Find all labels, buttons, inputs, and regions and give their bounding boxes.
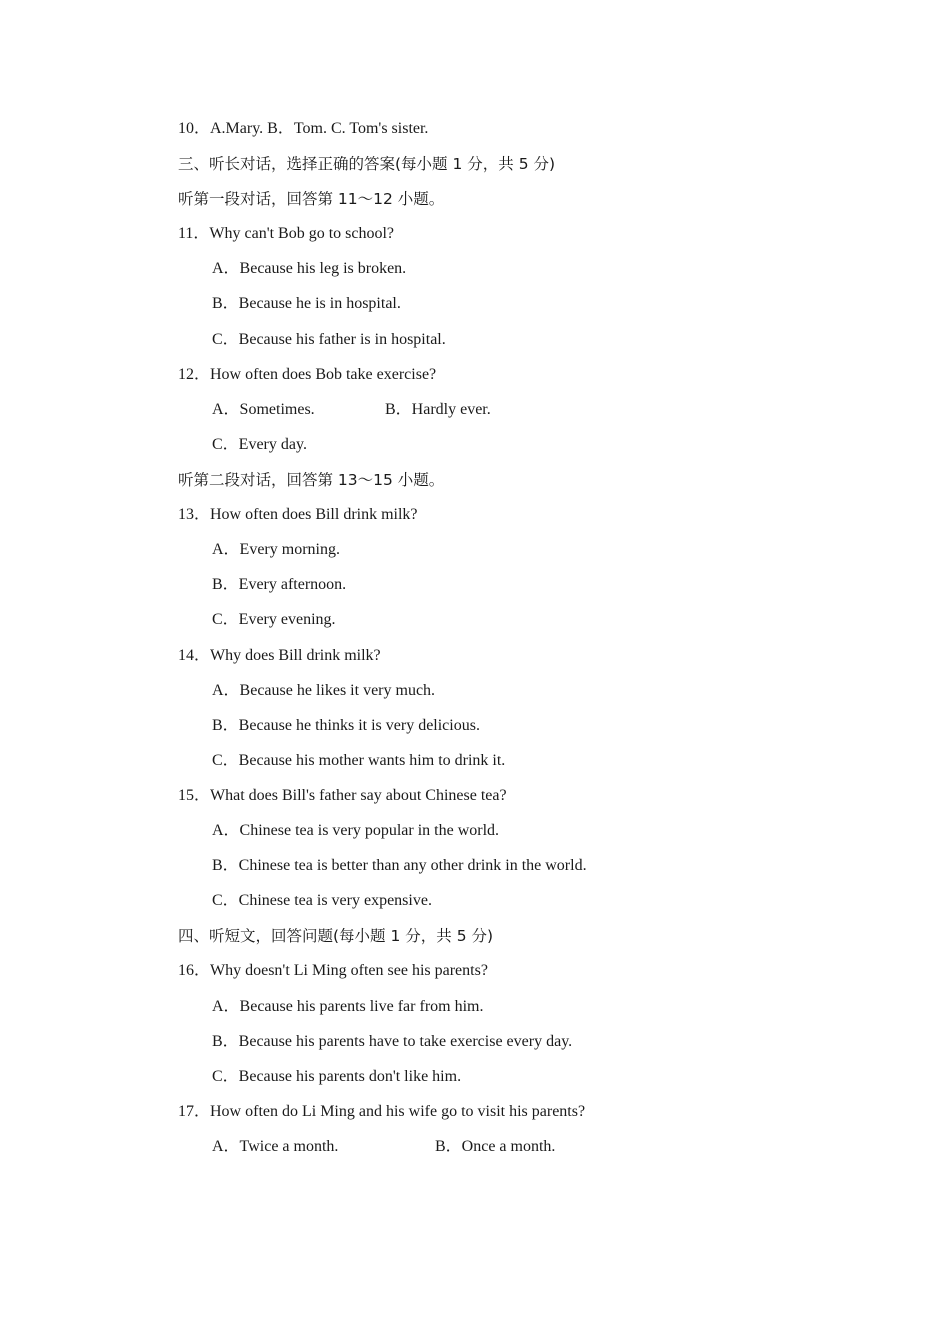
question-13-option-c: C．Every evening.: [212, 611, 336, 628]
question-16-option-c: C．Because his parents don't like him.: [212, 1068, 462, 1085]
question-14-option-b: B．Because he thinks it is very delicious.: [212, 717, 480, 734]
question-16-stem: 16．Why doesn't Li Ming often see his parents?: [178, 962, 488, 979]
section-3-heading: 三、听长对话，选择正确的答案(每小题 1 分，共 5 分): [178, 155, 556, 173]
section-4-heading: 四、听短文，回答问题(每小题 1 分，共 5 分): [178, 927, 494, 945]
question-12-stem: 12．How often does Bob take exercise?: [178, 366, 437, 383]
question-10: 10．A.Mary. B．Tom. C. Tom's sister.: [178, 120, 429, 137]
question-17-stem: 17．How often do Li Ming and his wife go to visit his parents?: [178, 1103, 586, 1120]
dialogue-1-instruction: 听第一段对话，回答第 11～12 小题。: [178, 190, 445, 208]
dialogue-2-instruction: 听第二段对话，回答第 13～15 小题。: [178, 471, 445, 489]
question-11-option-b: B．Because he is in hospital.: [212, 295, 401, 312]
question-13-option-b: B．Every afternoon.: [212, 576, 347, 593]
question-13-option-a: A．Every morning.: [212, 541, 340, 558]
question-17-option-b: B．Once a month.: [435, 1138, 556, 1155]
question-15-stem: 15．What does Bill's father say about Chinese tea?: [178, 787, 507, 804]
question-11-option-c: C．Because his father is in hospital.: [212, 331, 446, 348]
question-12-option-a: A．Sometimes.: [212, 401, 315, 418]
question-15-option-c: C．Chinese tea is very expensive.: [212, 892, 432, 909]
question-15-option-a: A．Chinese tea is very popular in the world.: [212, 822, 500, 839]
question-12-option-c: C．Every day.: [212, 436, 307, 453]
question-17-option-a: A．Twice a month.: [212, 1138, 339, 1155]
question-13-stem: 13．How often does Bill drink milk?: [178, 506, 418, 523]
question-16-option-a: A．Because his parents live far from him.: [212, 998, 484, 1015]
question-14-option-c: C．Because his mother wants him to drink it.: [212, 752, 506, 769]
question-16-option-b: B．Because his parents have to take exercise every day.: [212, 1033, 573, 1050]
question-11-option-a: A．Because his leg is broken.: [212, 260, 407, 277]
question-14-option-a: A．Because he likes it very much.: [212, 682, 436, 699]
question-14-stem: 14．Why does Bill drink milk?: [178, 647, 381, 664]
question-11-stem: 11．Why can't Bob go to school?: [178, 225, 395, 242]
question-12-option-b: B．Hardly ever.: [385, 401, 491, 418]
question-15-option-b: B．Chinese tea is better than any other drink in the world.: [212, 857, 587, 874]
